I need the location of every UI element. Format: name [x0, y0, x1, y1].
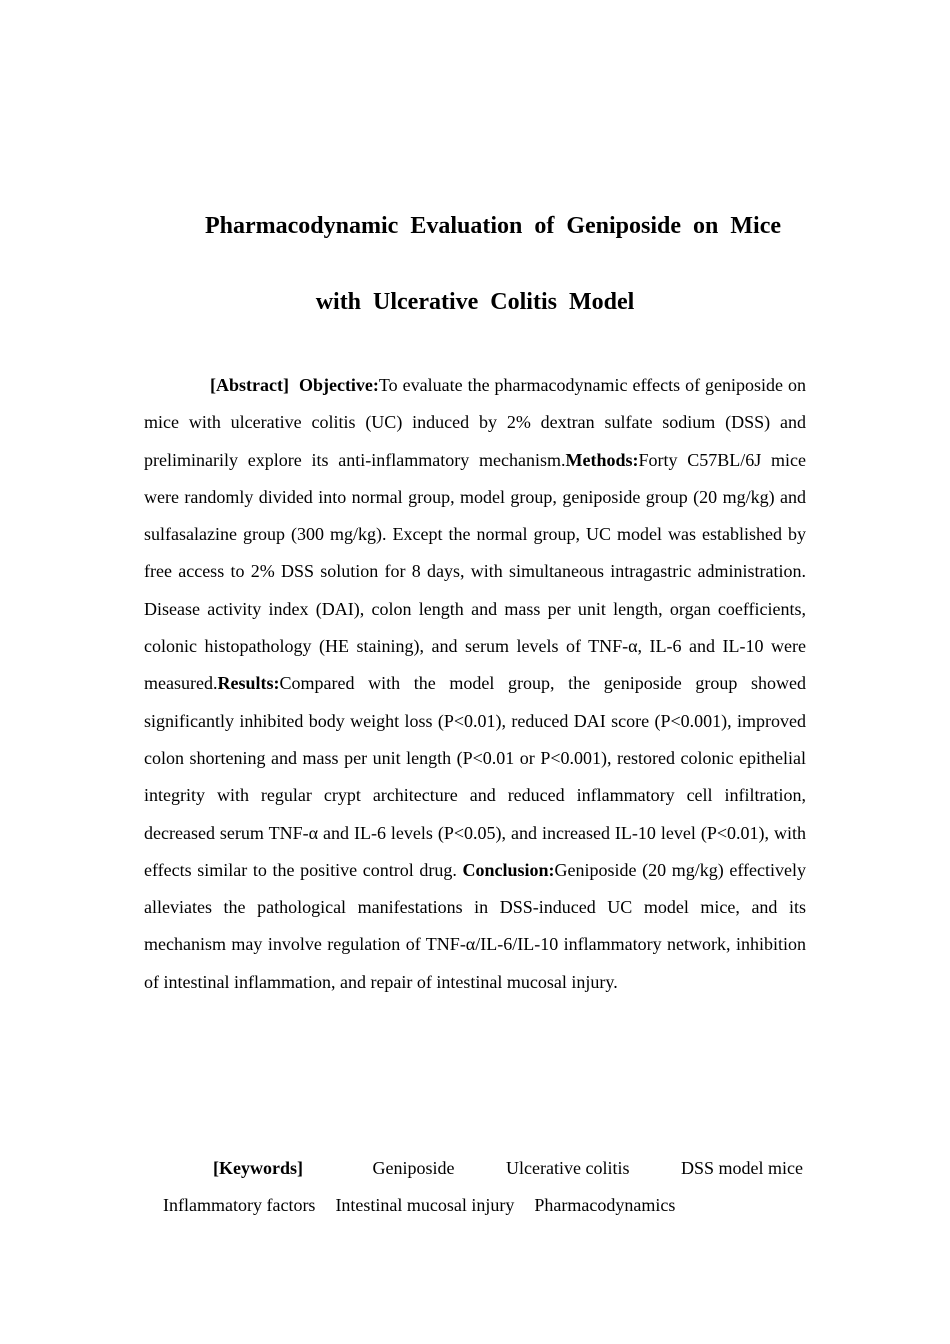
abstract-paragraph [144, 367, 806, 1001]
keyword-item: Intestinal mucosal injury [335, 1195, 515, 1215]
keyword-item: Inflammatory factors [163, 1195, 316, 1215]
conclusion-label: Conclusion: [462, 859, 555, 880]
keyword-item: Geniposide [372, 1158, 455, 1178]
objective-text: To evaluate the pharmacodynamic effects of geniposide on mice with ulcerative colitis (UC) induced by 2% dextran sulfate sodium (DSS) and preliminarily explore its anti-inflammatory mechanism. [144, 375, 807, 470]
results-label: Results: [217, 673, 280, 694]
keywords-line-1 [163, 1150, 803, 1187]
keywords-label: [Keywords] [213, 1158, 303, 1178]
keyword-item: DSS model mice [680, 1158, 803, 1178]
paper-title-line-1: Pharmacodynamic Evaluation of Geniposide on Mice [205, 213, 781, 239]
keyword-item: Pharmacodynamics [534, 1195, 676, 1215]
methods-text: Forty C57BL/6J mice were randomly divided into normal group, model group, geniposide group (20 mg/kg) and sulfasalazine group (300 mg/kg). Except the normal group, UC model was established by free access to 2% DSS solution for 8 days, with simultaneous intragastric administration. Disease activity index (DAI), colon length and mass per unit length, organ coefficients, colonic histopathology (HE staining), and serum levels of TNF-α, IL-6 and IL-10 were measured. [144, 449, 807, 694]
keywords-section [163, 1150, 803, 1224]
results-text: Compared with the model group, the geniposide group showed significantly inhibited body weight loss (P<0.01), reduced DAI score (P<0.001), improved colon shortening and mass per unit length (P<0.01 or P<0.001), restored colonic epithelial integrity with regular crypt architecture and reduced inflammatory cell infiltration, decreased serum TNF-α and IL-6 levels (P<0.05), and increased IL-10 level (P<0.01), with effects similar to the positive control drug. [144, 673, 806, 880]
keyword-item: Ulcerative colitis [506, 1158, 630, 1178]
keywords-line-2 [163, 1187, 803, 1224]
methods-label: Methods: [565, 449, 639, 470]
conclusion-text: Geniposide (20 mg/kg) effectively alleviates the pathological manifestations in DSS-induced UC model mice, and its mechanism may involve regulation of TNF-α/IL-6/IL-10 inflammatory network, inhibition of intestinal inflammation, and repair of intestinal mucosal injury. [144, 859, 806, 992]
paper-title-line-2: with Ulcerative Colitis Model [315, 289, 635, 315]
abstract-label: [Abstract] [210, 375, 289, 395]
objective-label: Objective: [298, 375, 379, 395]
